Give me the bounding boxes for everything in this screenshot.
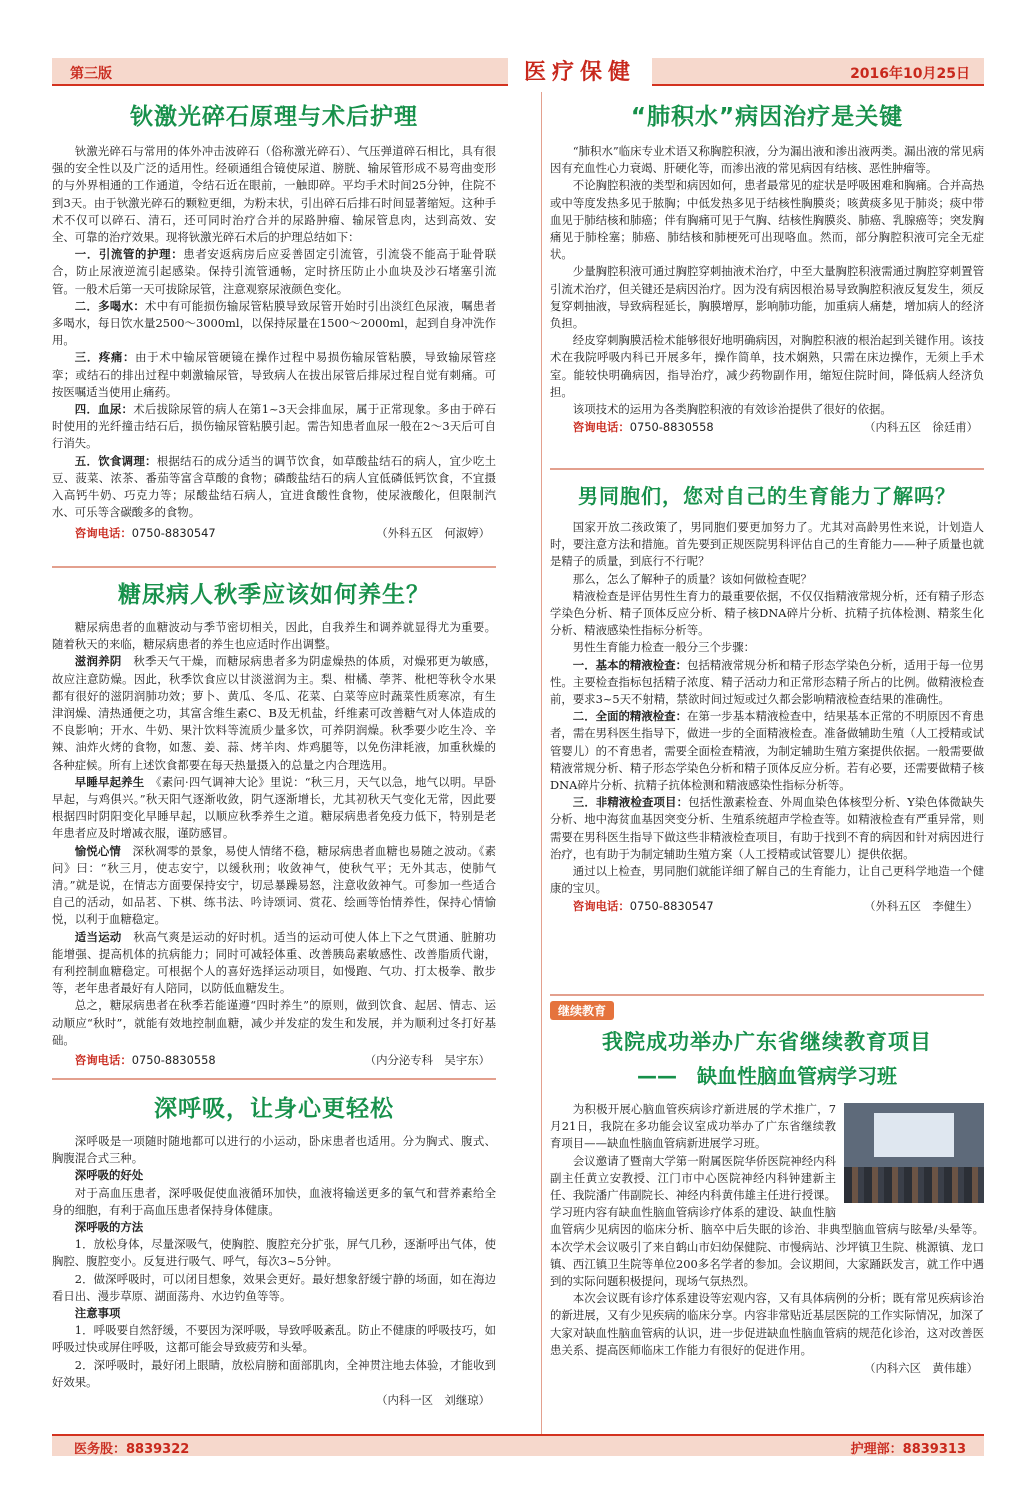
article-separator: [52, 1078, 496, 1080]
article-author: （外科五区 何淑婷）: [376, 526, 490, 541]
paragraph: 会议邀请了暨南大学第一附属医院华侨医院神经内科副主任黄立安教授、江门市中心医院神经内科钟建新主任、我院潘广伟副院长、神经内科黄伟雄主任进行授课。学习班内容有缺血性脑血管病诊疗体系的建设、缺血性脑血管病少见病因的临床分析、脑卒中后失眠的诊治、非典型脑血管病与眩晕/头晕等。本次学术会议吸引了来自鹤山市妇幼保健院、市慢病站、沙坪镇卫生院、桃源镇、龙口镇、西江镇卫生院等单位200多名学者的参加。会议期间，大家踊跃发言，就工作中遇到的实际问题积极提问，现场气氛热烈。: [550, 1153, 984, 1289]
article-author: （内科六区 黄伟雄）: [864, 1361, 978, 1376]
section-heading: 适当运动: [74, 929, 122, 944]
section-text: 术后拔除尿管的病人在第1~3天会排血尿，属于正常现象。多由于碎石时使用的光纤撞击结石后，损伤输尿管粘膜引起。需告知患者血尿一般在2～3天后可自行消失。: [52, 402, 496, 451]
subheading: 注意事项: [74, 1306, 121, 1321]
section-heading: 四．血尿：: [74, 402, 134, 417]
page-footer: [52, 1434, 984, 1456]
section-heading: 一．基本的精液检查：: [572, 657, 688, 672]
article-title: “肺积水”病因治疗是关键: [630, 104, 904, 130]
article-title: 深呼吸，让身心更轻松: [154, 1096, 394, 1122]
article-author: （外科五区 李健生）: [864, 899, 978, 914]
article-separator: [550, 994, 984, 996]
subheading: 深呼吸的方法: [74, 1220, 144, 1235]
paragraph: “肺积水”临床专业术语又称胸腔积液，分为漏出液和渗出液两类。漏出液的常见病因有充血性心力衰竭、肝硬化等，而渗出液的常见病因有结核、恶性肿瘤等。: [550, 144, 984, 176]
contact-label: 咨询电话：: [572, 899, 630, 914]
article-continuing-education: [550, 1000, 984, 1432]
paragraph: 精液检查是评估男性生育力的最重要依据，不仅仅指精液常规分析，还有精子形态学染色分析、精子顶体反应分析、精子核DNA碎片分析、抗精子抗体检测、精浆生化分析、精液感染性指标分析等。: [550, 588, 984, 638]
paragraph: 通过以上检查，男同胞们就能详细了解自己的生育能力，让自己更科学地造一个健康的宝贝。: [550, 864, 984, 896]
paragraph: 国家开放二孩政策了，男同胞们要更加努力了。尤其对高龄男性来说，计划造人时，要注意方法和措施。首先要到正规医院男科评估自己的生育能力——种子质量也就是精子的质量，到底行不行呢？: [550, 520, 984, 569]
section-text: 《素问·四气调神大论》里说：“秋三月，天气以急，地气以明。早卧早起，与鸡俱兴。”秋天阳气逐渐收敛，阴气逐渐增长，尤其初秋天气变化无常，因此要根据四时阴阳变化早睡早起，以顺应秋季养生之道。糖尿病患者免疫力低下，特别是老年患者应及时增减衣服，谨防感冒。: [52, 774, 496, 841]
section-text: 由于术中输尿管硬镜在操作过程中易损伤输尿管粘膜，导致输尿管痉挛；或结石的排出过程中刺激输尿管，导致病人在拔出尿管后排尿过程自觉有刺痛。可按医嘱适当使用止痛药。: [52, 350, 496, 399]
contact-label: 咨询电话：: [74, 526, 132, 541]
paragraph: 不论胸腔积液的类型和病因如何，患者最常见的症状是呼吸困难和胸痛。合并高热或中等度发热多见于脓胸；中低发热多见于结核性胸膜炎；咳黄痰多见于肺炎；痰中带血见于肺结核和肺癌；伴有胸痛可见于气胸、结核性胸膜炎、肺癌、乳腺癌等；突发胸痛见于肺栓塞；肺癌、肺结核和肺梗死可出现咯血。然而，部分胸腔积液可完全无症状。: [550, 178, 984, 262]
paragraph: 男性生育能力检查一般分三个步骤：: [572, 640, 756, 655]
contact-line: [550, 897, 984, 915]
article-title: 钬激光碎石原理与术后护理: [130, 104, 418, 130]
subheading: 深呼吸的好处: [74, 1168, 144, 1183]
section-text: 深秋凋零的景象，易使人情绪不稳，糖尿病患者血糖也易随之波动。《素问》曰：“秋三月，使志安宁，以缓秋刑；收敛神气，使秋气平；无外其志，使肺气清。”就是说，在情志方面要保持安宁，切忌暴躁易怒，注意收敛神气。可参加一些适合自己的活动，如品茗、下棋、练书法、吟诗颂词、赏花、绘画等怡情养性，保持心情愉悦，以利于血糖稳定。: [52, 843, 496, 927]
article-separator: [52, 566, 496, 568]
article-intro: 钬激光碎石与常用的体外冲击波碎石（俗称激光碎石）、气压弹道碎石相比，具有很强的安全性以及广泛的适用性。经硕通组合镜使尿道、膀胱、输尿管形成不易弯曲变形的与外界相通的工作通道，令结石近在眼前，一触即碎。平均手术时间25分钟，住院不到3天。由于钬激光碎石的颗粒更细，为粉末状，引出碎石后排石时间显著缩短。这种手术不仅可以碎石、清石，还可同时治疗合并的尿路肿瘤、输尿管息肉，达到高效、安全、可靠的治疗效果。现将钬激光碎石术后的护理总结如下：: [52, 144, 496, 245]
section-tag: 继续教育: [550, 1001, 614, 1020]
section-text: 秋高气爽是运动的好时机。适当的运动可使人体上下之气贯通、脏腑功能增强、提高机体的抗病能力；同时可减轻体重、改善胰岛素敏感性、改善脂质代谢，有利控制血糖稳定。可根据个人的喜好选择运动项目，如慢跑、气功、打太极拳、散步等，老年患者最好有人陪同，以防低血糖发生。: [52, 929, 496, 996]
article-separator: [550, 468, 984, 470]
paragraph: 经皮穿刺胸膜活检术能够很好地明确病因，对胸腔积液的根治起到关键作用。该技术在我院呼吸内科已开展多年，操作简单，技术娴熟，只需在床边操作，无须上手术室。能较快明确病因，指导治疗，减少药物副作用，缩短住院时间，降低病人经济负担。: [550, 333, 984, 399]
article-author: （内分泌专科 吴宇东）: [364, 1053, 490, 1068]
contact-label: 咨询电话：: [572, 420, 630, 435]
article-title: 我院成功举办广东省继续教育项目: [602, 1030, 932, 1054]
section-heading: 五．饮食调理：: [74, 453, 157, 468]
article-title: 男同胞们，您对自己的生育能力了解吗？: [578, 484, 956, 508]
article-holmium-laser: [52, 98, 496, 562]
paragraph: 本次会议既有诊疗体系建设等宏观内容，又有具体病例的分析；既有常见疾病诊治的新进展，又有少见疾病的临床分享。内容非常贴近基层医院的工作实际情况，加深了大家对缺血性脑血管病的认识，进一步促进缺血性脑血管病的规范化诊治，这对改善医患关系、提高医师临床工作能力有很好的促进作用。: [550, 1291, 984, 1357]
section-heading: 三．非精液检查项目：: [572, 795, 689, 810]
contact-phone: 0750-8830558: [131, 1053, 216, 1068]
contact-line: [52, 1051, 496, 1069]
contact-line: [550, 418, 984, 436]
section-heading: 滋润养阴: [74, 654, 122, 669]
footer-nursing-dept-phone: 护理部：8839313: [850, 1442, 966, 1457]
article-intro: 深呼吸是一项随时随地都可以进行的小运动，卧床患者也适用。分为胸式、腹式、胸腹混合式三种。: [52, 1134, 496, 1166]
projector-screen: [874, 1113, 954, 1157]
article-author: （内科五区 徐廷甫）: [864, 420, 978, 435]
paragraph: 少量胸腔积液可通过胸腔穿刺抽液术治疗，中至大量胸腔积液需通过胸腔穿刺置管引流术治疗，但关键还是病因治疗。因为没有病因根治易导致胸腔积液反复发生，须反复穿刺抽液，导致病程延长，胸膜增厚，影响肺功能，加重病人痛楚，增加病人的经济负担。: [550, 264, 984, 331]
section-text: 秋季天气干燥，而糖尿病患者多为阴虚燥热的体质，对燥邪更为敏感，故应注意防燥。因此，秋季饮食应以甘淡滋润为主。梨、柑橘、荸荠、枇杷等秋令水果都有很好的滋阴润肺功效；萝卜、黄瓜、冬瓜、花菜、白菜等应时蔬菜性质寒凉，有生津润燥、清热通便之功，其富含维生素C、B及无机盐，纤维素可改善糖气对人体造成的不良影响；开水、牛奶、果汁饮料等流质少量多饮，可养阴润燥。秋季要少吃生冷、辛辣、油炸火烤的食物，如葱、姜、蒜、烤羊肉、炸鸡腿等，以免伤津耗液，加重秋燥的各种症候。所有上述饮食都要在每天热量摄入的总量之内合理选用。: [52, 654, 496, 772]
paragraph: 那么，怎么了解种子的质量？该如何做检查呢？: [572, 571, 813, 586]
audience: [844, 1167, 984, 1203]
column-divider: [541, 92, 542, 1434]
paragraph: 1．放松身体，尽量深吸气，使胸腔、腹腔充分扩张，屏气几秒，逐渐呼出气体，使胸腔、腹腔变小。反复进行吸气、呼气，每次3~5分钟。: [52, 1237, 496, 1269]
masthead-title: 医疗保健: [508, 56, 652, 88]
article-deep-breathing: [52, 1090, 496, 1426]
section-text: 术中有可能损伤输尿管粘膜导致尿管开始时引出淡红色尿液，嘱患者多喝水，每日饮水量2500～3000ml，以保持尿量在1500～2000ml，起到自身冲洗作用。: [52, 298, 496, 348]
section-heading: 二．多喝水：: [74, 298, 146, 313]
article-subtitle: —— 缺血性脑血管病学习班: [637, 1064, 897, 1088]
article-intro: 糖尿病患者的血糖波动与季节密切相关，因此，自我养生和调养就显得尤为重要。随着秋天的来临，糖尿病患者的养生也应适时作出调整。: [52, 620, 496, 652]
paragraph: 对于高血压患者，深呼吸促使血液循环加快，血液将输送更多的氧气和营养素给全身的细胞，有利于高血压患者保持身体健康。: [52, 1185, 496, 1217]
section-heading: 二．全面的精液检查：: [572, 709, 688, 724]
section-text: 包括精液常规分析和精子形态学染色分析，适用于每一位男性。主要检查指标包括精子浓度、精子活动力和正常形态精子所占的比例。做精液检查前，要求3~5天不射精，禁欲时间过短或过久都会影响精液检查结果的准确性。: [550, 657, 984, 707]
contact-phone: 0750-8830558: [629, 420, 714, 435]
section-text: 包括性激素检查、外周血染色体核型分析、Y染色体微缺失分析、地中海贫血基因突变分析、生殖系统超声学检查等。如精液检查有严重异常，则需要在男科医生指导下做这些非精液检查项目，有助于找到不育的病因和针对病因进行治疗，也有助于为制定辅助生殖方案（人工授精或试管婴儿）提供依据。: [550, 795, 984, 861]
footer-medical-affairs-phone: 医务股：8839322: [74, 1442, 190, 1457]
section-text: 患者安返病房后应妥善固定引流管，引流袋不能高于耻骨联合，防止尿液逆流引起感染。保持引流管通畅，定时挤压防止小血块及沙石堵塞引流管。一般术后第一天可拔除尿管，注意观察尿液颜色变化。: [52, 247, 496, 296]
contact-phone: 0750-8830547: [131, 526, 216, 541]
conference-photo: [844, 1103, 984, 1203]
masthead: [52, 58, 984, 86]
article-diabetes-autumn: [52, 576, 496, 1074]
paragraph: 为积极开展心脑血管疾病诊疗新进展的学术推广，7月21日，我院在多功能会议室成功举办了广东省继续教育项目——缺血性脑血管病新进展学习班。: [550, 1102, 836, 1151]
section-heading: 早睡早起养生: [74, 774, 145, 789]
article-male-fertility: [550, 480, 984, 990]
section-heading: 三．疼痛：: [74, 350, 136, 365]
section-text: 根据结石的成分适当的调节饮食，如草酸盐结石的病人，宜少吃土豆、菠菜、浓茶、番茄等富含草酸的食物；磷酸盐结石的病人宜低磷低钙饮食，不宜摄入高钙牛奶、巧克力等；尿酸盐结石病人，宜进食酸性食物，使尿液酸化，但限制汽水、可乐等含碳酸多的食物。: [52, 453, 496, 520]
contact-line: [52, 524, 496, 542]
contact-label: 咨询电话：: [74, 1053, 132, 1068]
article-author: （内科一区 刘继琼）: [376, 1393, 490, 1408]
section-text: 在第一步基本精液检查中，结果基本正常的不明原因不育患者，需在男科医生指导下，做进一步的全面精液检查。准备做辅助生殖（人工授精或试管婴儿）的不育患者，需要全面检查精液，为制定辅助生殖方案提供依据。一般需要做精液常规分析、精子形态学染色分析和精子顶体反应分析。若有必要，还需要做精子核DNA碎片分析、抗精子抗体检测和精液感染性指标分析等。: [550, 709, 984, 793]
contact-phone: 0750-8830547: [629, 899, 714, 914]
paragraph: 2．做深呼吸时，可以闭目想象，效果会更好。最好想象舒缓宁静的场面，如在海边看日出、漫步草原、湖面荡舟、水边钓鱼等等。: [52, 1271, 496, 1303]
article-outro: 总之，糖尿病患者在秋季若能谨遵“四时养生”的原则，做到饮食、起居、情志、运动顺应“秋时”，就能有效地控制血糖，减少并发症的发生和发展，并为顺利过冬打好基础。: [52, 998, 496, 1047]
edition-label: 第三版: [70, 66, 112, 82]
paragraph: 1．呼吸要自然舒缓，不要因为深呼吸，导致呼吸紊乱。防止不健康的呼吸技巧，如呼吸过快或屏住呼吸，这都可能会导致疲劳和头晕。: [52, 1323, 496, 1355]
section-heading: 愉悦心情: [74, 843, 121, 858]
issue-date: 2016年10月25日: [850, 66, 970, 82]
article-title: 糖尿病人秋季应该如何养生？: [118, 582, 430, 608]
article-pleural-effusion: [550, 98, 984, 464]
section-heading: 一．引流管的护理：: [74, 247, 184, 262]
paragraph: 该项技术的运用为各类胸腔积液的有效诊治提供了很好的依据。: [572, 402, 892, 417]
paragraph: 2．深呼吸时，最好闭上眼睛，放松肩膀和面部肌肉，全神贯注地去体验，才能收到好效果。: [52, 1357, 496, 1389]
